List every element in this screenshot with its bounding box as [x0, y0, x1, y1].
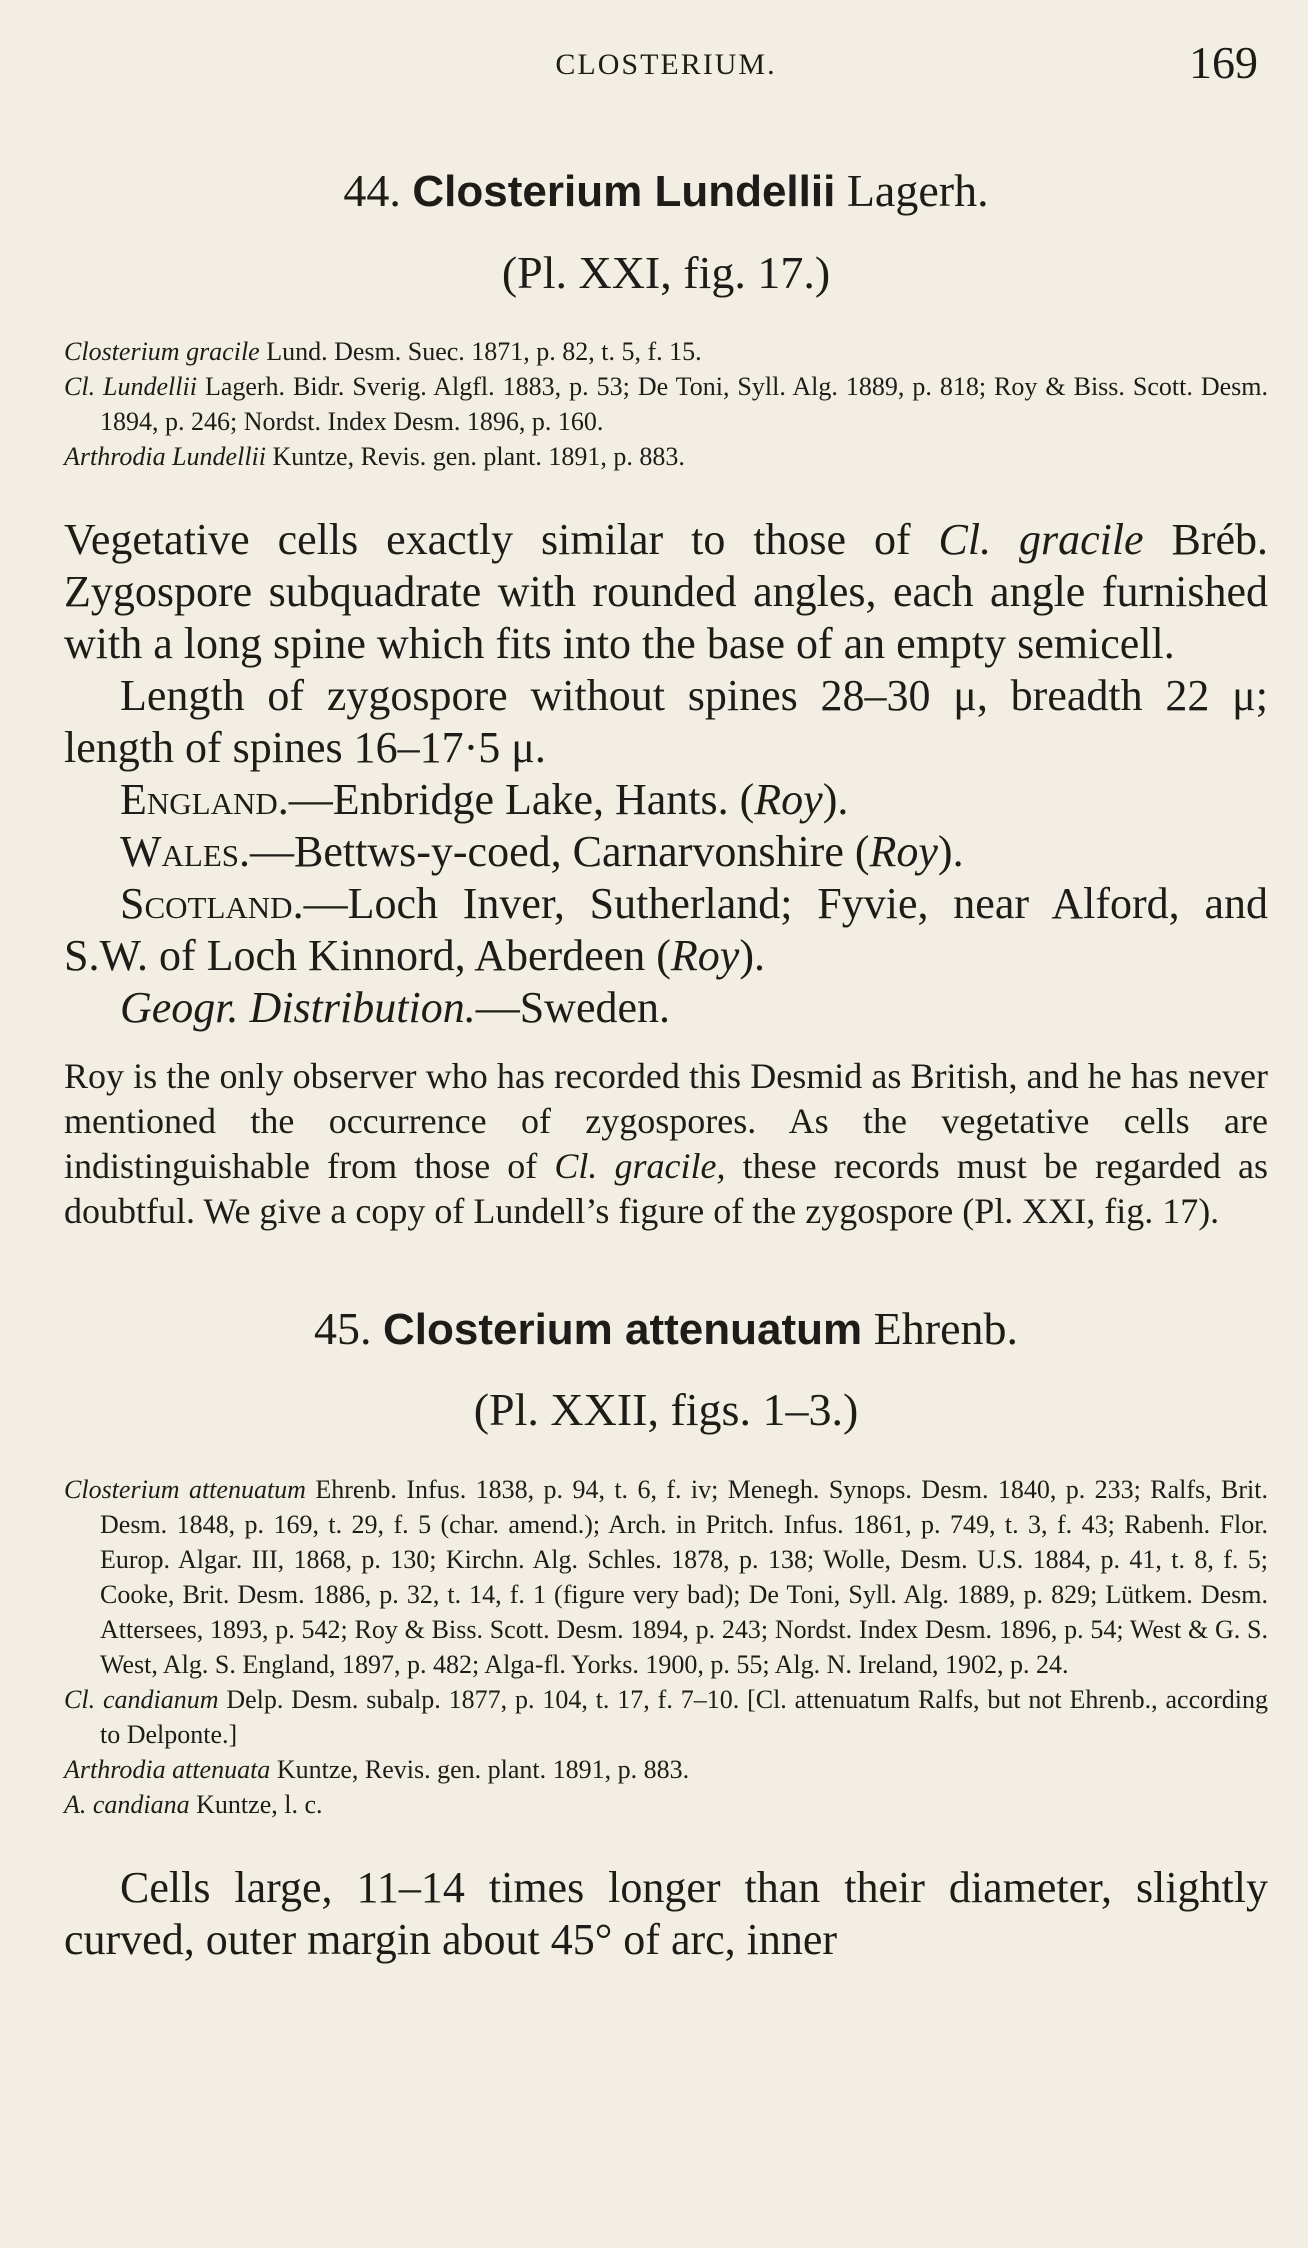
plate-reference: (Pl. XXII, figs. 1–3.) — [473, 1384, 859, 1436]
synonym-citation: Lund. Desm. Suec. 1871, p. 82, t. 5, f. 15. — [259, 336, 702, 366]
species-heading — [64, 166, 1268, 217]
description-text: Bréb. Zygospore subquadrate with rounded angles, each angle furnished with a long spine which fits into the base of an empty semicell. — [64, 514, 1269, 668]
synonym-entry — [64, 1752, 1268, 1787]
locality-text: .—Bettws-y-coed, Carnarvonshire ( — [239, 826, 870, 876]
distribution-text: —Sweden. — [475, 982, 671, 1032]
geographical-distribution — [64, 982, 1268, 1034]
synonym-entry — [64, 1682, 1268, 1752]
running-head — [64, 36, 1268, 96]
remarks-text: these records must be regarded as doubtful. We give a copy of Lundell’s figure of the zygospore (Pl. XXI, fig. 17). — [64, 1145, 1269, 1231]
locality-region: Scotland — [120, 878, 293, 928]
locality-end: ). — [739, 930, 765, 980]
synonym-taxon: A. candiana — [64, 1789, 190, 1819]
synonym-taxon: Cl. candianum — [64, 1684, 219, 1714]
locality-region: England — [120, 774, 278, 824]
locality-region: Wales — [120, 826, 240, 876]
species-heading — [64, 1304, 1268, 1355]
running-title: CLOSTERIUM. — [555, 48, 777, 81]
species-authority: Ehrenb. — [873, 1302, 1018, 1354]
description-paragraph — [64, 514, 1268, 670]
description-taxon: Cl. gracile — [938, 514, 1144, 564]
synonym-entry — [64, 369, 1268, 439]
synonym-taxon: Closterium attenuatum — [64, 1474, 306, 1504]
synonym-citation: Kuntze, Revis. gen. plant. 1891, p. 883. — [270, 1754, 690, 1784]
remarks-text: Roy is the only observer who has recorded this Desmid as British, and he has never mentioned the occurrence of zygospores. As the vegetative cells are indistinguishable from those of — [64, 1055, 1268, 1186]
synonym-citation: Lagerh. Bidr. Sverig. Algfl. 1883, p. 53; De Toni, Syll. Alg. 1889, p. 818; Roy & Biss. Scott. Desm. 1894, p. 246; Nordst. Index Desm. 1896, p. 160. — [100, 371, 1268, 436]
synonym-taxon: Arthrodia attenuata — [64, 1754, 271, 1784]
locality-text: .—Loch Inver, Sutherland; Fyvie, near Alford, and S.W. of Loch Kinnord, Aberdeen ( — [64, 878, 1268, 980]
species-entry-45 — [64, 1304, 1268, 1966]
locality-scotland — [64, 878, 1268, 982]
species-authority: Lagerh. — [846, 165, 989, 216]
synonym-citation: Ehrenb. Infus. 1838, p. 94, t. 6, f. iv; Menegh. Synops. Desm. 1840, p. 233; Ralfs, Brit. Desm. 1848, p. 169, t. 29, f. 5 (char. amend.); Arch. in Pritch. Infus. 1861, p. 749, t. 3, f. 43; Rabenh. Flor. Europ. Algar. III, 1868, p. 130; Kirchn. Alg. Schles. 1878, p. 138; Wolle, Desm. U.S. 1884, p. 41, t. 8, f. 5; Cooke, Brit. Desm. 1886, p. 32, t. 14, f. 1 (figure very bad); De Toni, Syll. Alg. 1889, p. 829; Lütkem. Desm. Attersees, 1893, p. 542; Roy & Biss. Scott. Desm. 1894, p. 243; Nordst. Index Desm. 1896, p. 54; West & G. S. West, Alg. S. England, 1897, p. 482; Alga-fl. Yorks. 1900, p. 55; Alg. N. Ireland, 1902, p. 24. — [100, 1474, 1268, 1679]
locality-england — [64, 774, 1268, 826]
distribution-label: Geogr. Distribution. — [120, 982, 476, 1032]
synonym-taxon: Cl. Lundellii — [64, 371, 197, 401]
description-paragraph: Cells large, 11–14 times longer than their diameter, slightly curved, outer margin about 45° of arc, inner — [64, 1862, 1268, 1964]
locality-authority: Roy — [670, 930, 740, 980]
synonym-taxon: Closterium gracile — [64, 336, 260, 366]
species-number: 45. — [313, 1302, 372, 1354]
synonym-citation: Kuntze, Revis. gen. plant. 1891, p. 883. — [266, 441, 685, 471]
synonymy-list — [64, 1472, 1268, 1822]
plate-reference: (Pl. XXI, fig. 17.) — [501, 246, 831, 298]
synonym-entry — [64, 439, 1268, 474]
locality-wales — [64, 826, 1268, 878]
synonym-entry — [64, 1472, 1268, 1682]
species-name: Closterium attenuatum — [382, 1304, 863, 1354]
synonym-citation: Kuntze, l. c. — [189, 1789, 323, 1819]
species-name: Closterium Lundellii — [412, 167, 836, 216]
synonym-taxon: Arthrodia Lundellii — [64, 441, 266, 471]
measurements-paragraph: Length of zygospore without spines 28–30 μ, breadth 22 μ; length of spines 16–17·5 μ. — [64, 670, 1268, 772]
species-number: 44. — [343, 165, 401, 216]
locality-end: ). — [822, 774, 849, 824]
remarks-taxon: Cl. gracile, — [554, 1145, 726, 1186]
description-text: Vegetative cells exactly similar to those of — [64, 514, 939, 564]
species-entry-44 — [64, 166, 1268, 1234]
synonym-entry — [64, 1787, 1268, 1822]
page-number: 169 — [1189, 37, 1258, 88]
locality-text: .—Enbridge Lake, Hants. ( — [277, 774, 755, 824]
locality-authority: Roy — [754, 774, 823, 824]
remarks-paragraph — [64, 1054, 1268, 1234]
locality-end: ). — [937, 826, 964, 876]
synonym-entry — [64, 334, 1268, 369]
synonym-citation: Delp. Desm. subalp. 1877, p. 104, t. 17, f. 7–10. [Cl. attenuatum Ralfs, but not Ehrenb., according to Delponte.] — [100, 1684, 1268, 1749]
locality-authority: Roy — [869, 826, 938, 876]
synonymy-list — [64, 334, 1268, 474]
